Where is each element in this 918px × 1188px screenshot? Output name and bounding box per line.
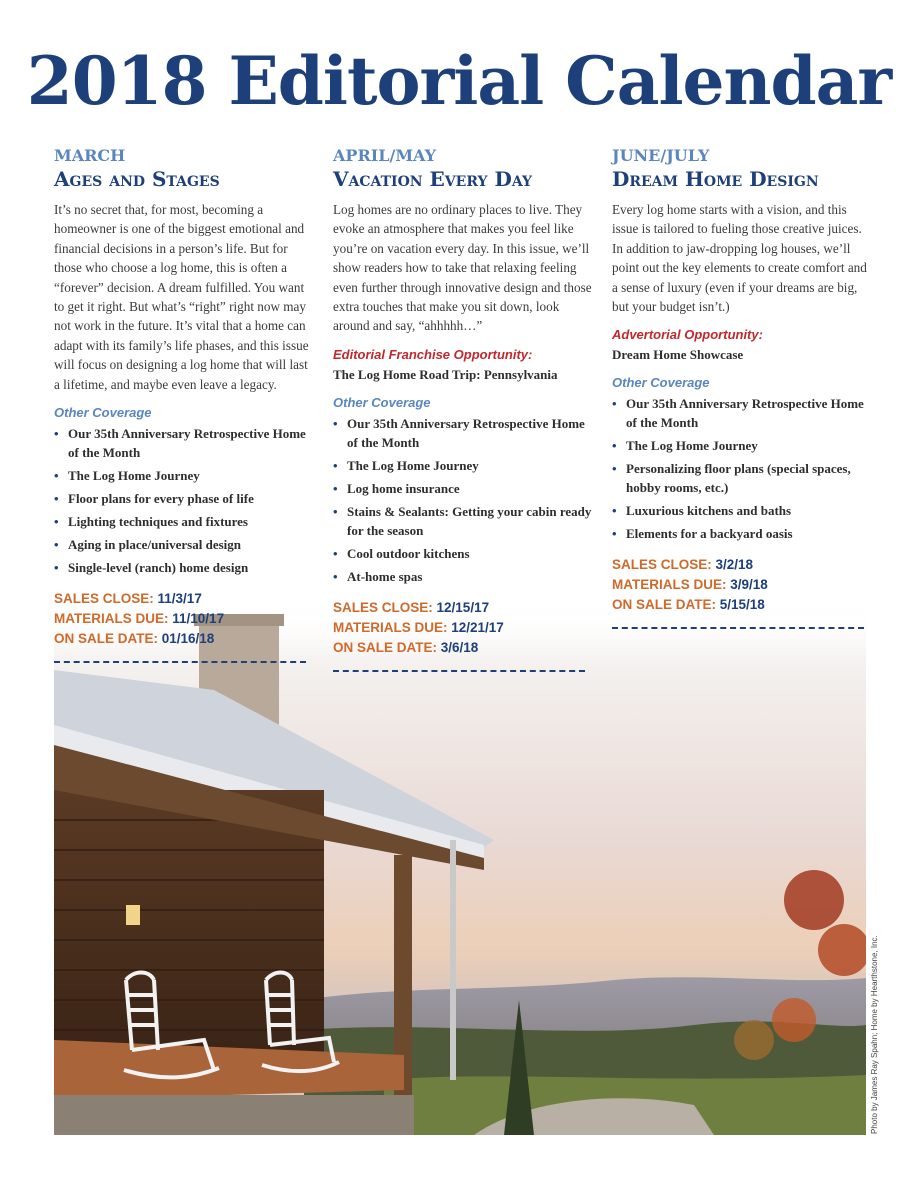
- issue-column-march: [54, 146, 314, 663]
- opportunity-text: The Log Home Road Trip: Pennsylvania: [333, 366, 558, 382]
- dashed-divider: [333, 670, 585, 672]
- materials-due-date: 3/9/18: [730, 577, 768, 593]
- issue-dates: [612, 555, 872, 615]
- on-sale-date: 3/6/18: [440, 639, 479, 655]
- sales-close-date: 3/2/18: [715, 557, 754, 573]
- issue-dates: [54, 589, 314, 649]
- on-sale-line: [612, 595, 872, 615]
- coverage-list: [54, 424, 314, 577]
- on-sale-line: [333, 638, 593, 658]
- materials-due-label: MATERIALS DUE:: [333, 619, 448, 635]
- photo-credit: Photo by James Ray Spahn; Home by Hearthstone, Inc.: [870, 935, 879, 1134]
- coverage-item: • The Log Home Journey: [612, 436, 872, 455]
- issue-description: Every log home starts with a vision, and this issue is tailored to fueling those creative juices. In addition to jaw-dropping log houses, we’ll point out the key elements to create comfort and a sense of luxury (even if your dreams are big, but your budget isn’t.): [612, 202, 867, 315]
- issue-month: MARCH: [54, 146, 126, 165]
- coverage-list: [333, 414, 593, 586]
- coverage-item: • Cool outdoor kitchens: [333, 544, 593, 563]
- on-sale-label: ON SALE DATE:: [54, 631, 158, 647]
- coverage-item: • At-home spas: [333, 567, 593, 586]
- sales-close-date: 12/15/17: [436, 599, 490, 615]
- materials-due-line: [54, 609, 314, 629]
- materials-due-date: 12/21/17: [451, 619, 504, 635]
- log-cabin-porch-photo: [54, 600, 866, 1135]
- materials-due-label: MATERIALS DUE:: [54, 611, 169, 627]
- coverage-item: • Floor plans for every phase of life: [54, 489, 314, 508]
- sales-close-label: SALES CLOSE:: [612, 557, 712, 573]
- coverage-item: • Our 35th Anniversary Retrospective Home of the Month: [612, 394, 872, 432]
- issue-theme: Ages and Stages: [54, 167, 220, 191]
- sales-close-label: SALES CLOSE:: [333, 599, 433, 615]
- opportunity-heading: Editorial Franchise Opportunity:: [333, 346, 533, 362]
- issue-description: Log homes are no ordinary places to live. They evoke an atmosphere that makes you feel like you’re on vacation every day. In this issue, we’ll show readers how to take that relaxing feeling even further through innovative design and those extra touches that make you sit down, look around and say, “ahhhhh…”: [333, 202, 592, 334]
- materials-due-date: 11/10/17: [172, 611, 225, 627]
- page-title: 2018 Editorial Calendar: [26, 42, 892, 120]
- coverage-item: • Luxurious kitchens and baths: [612, 501, 872, 520]
- sales-close-line: [333, 598, 593, 618]
- on-sale-line: [54, 629, 314, 649]
- opportunity-text: Dream Home Showcase: [612, 347, 744, 363]
- opportunity-heading: Advertorial Opportunity:: [612, 327, 763, 343]
- coverage-item: • Log home insurance: [333, 479, 593, 498]
- sales-close-date: 11/3/17: [157, 591, 202, 607]
- coverage-item: • Our 35th Anniversary Retrospective Home of the Month: [333, 414, 593, 452]
- on-sale-date: 5/15/18: [719, 597, 765, 613]
- issue-theme: Dream Home Design: [612, 167, 819, 191]
- materials-due-line: [612, 575, 872, 595]
- sales-close-label: SALES CLOSE:: [54, 591, 154, 607]
- dashed-divider: [612, 627, 864, 629]
- other-coverage-heading: Other Coverage: [333, 394, 431, 410]
- coverage-item: • Our 35th Anniversary Retrospective Home of the Month: [54, 424, 314, 462]
- coverage-item: • The Log Home Journey: [333, 456, 593, 475]
- materials-due-label: MATERIALS DUE:: [612, 577, 727, 593]
- on-sale-date: 01/16/18: [161, 631, 215, 647]
- coverage-item: • Lighting techniques and fixtures: [54, 512, 314, 531]
- other-coverage-heading: Other Coverage: [612, 375, 710, 391]
- coverage-item: • Stains & Sealants: Getting your cabin ready for the season: [333, 502, 593, 540]
- other-coverage-heading: Other Coverage: [54, 405, 152, 421]
- coverage-list: [612, 394, 872, 543]
- coverage-item: • Elements for a backyard oasis: [612, 524, 872, 543]
- coverage-item: • Single-level (ranch) home design: [54, 558, 314, 577]
- dashed-divider: [54, 661, 306, 663]
- on-sale-label: ON SALE DATE:: [612, 597, 716, 613]
- issue-dates: [333, 598, 593, 658]
- coverage-item: • Personalizing floor plans (special spaces, hobby rooms, etc.): [612, 459, 872, 497]
- coverage-item: • Aging in place/universal design: [54, 535, 314, 554]
- issue-description: It’s no secret that, for most, becoming a homeowner is one of the biggest emotional and financial decisions in a person’s life. But for those who choose a log home, this is often a “forever” decision. A dream fulfilled. You want to get it right. But what’s “right” right now may not work in the future. It’s vital that a home can adapt with its family’s life phases, and this issue will focus on designing a log home that will last a lifetime, and maybe even leave a legacy.: [54, 202, 309, 392]
- sales-close-line: [612, 555, 872, 575]
- issue-column-june-july: [612, 146, 872, 629]
- coverage-item: • The Log Home Journey: [54, 466, 314, 485]
- materials-due-line: [333, 618, 593, 638]
- issue-month: JUNE/JULY: [612, 146, 710, 165]
- sales-close-line: [54, 589, 314, 609]
- issue-column-april-may: [333, 146, 593, 672]
- issue-theme: Vacation Every Day: [333, 167, 532, 191]
- issue-month: APRIL/MAY: [333, 146, 437, 165]
- on-sale-label: ON SALE DATE:: [333, 639, 437, 655]
